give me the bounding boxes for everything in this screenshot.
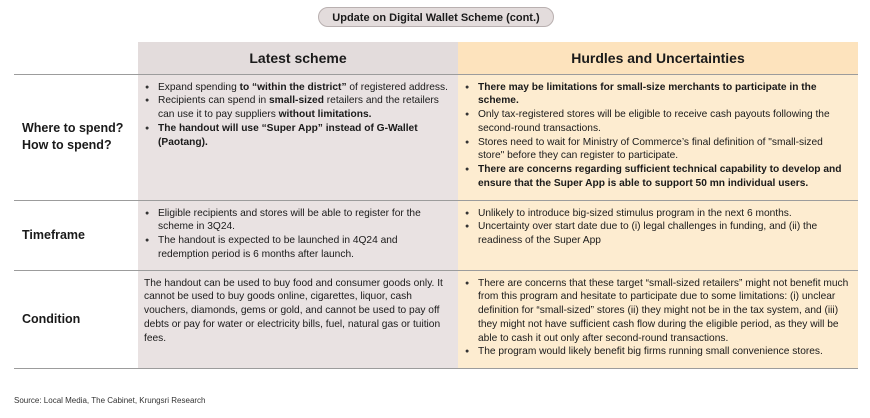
hurdle-cell-where [458, 74, 858, 200]
row-label-line: Where to spend? [22, 121, 124, 135]
row-label-timeframe: Timeframe [22, 227, 85, 242]
table-row-condition [14, 270, 858, 368]
list-item: ● Unlikely to introduce big-sized stimulus program in the next 6 months. [464, 207, 850, 221]
row-label-line: How to spend? [22, 138, 112, 152]
list-item: ● Uncertainty over start date due to (i) legal challenges in funding, and (ii) the readiness of the Super App [464, 220, 850, 248]
list-item: ● Expand spending to “within the district” of registered address. [144, 81, 450, 95]
list-item: ● The handout is expected to be launched in 4Q24 and redemption period is 6 months after launch. [144, 234, 450, 262]
header-hurdles: Hurdles and Uncertainties [458, 42, 858, 74]
list-item: ● There are concerns regarding sufficient technical capability to develop and ensure that the Super App is able to support 50 mn individual users. [464, 163, 850, 191]
list-item: ● There may be limitations for small-size merchants to participate in the scheme. [464, 81, 850, 109]
condition-text: The handout can be used to buy food and consumer goods only. It cannot be used to buy goods online, cigarettes, liquor, cash vouchers, diamonds, gems or gold, and cannot be used to pay off debts or pay for water or electricity bills, fuel, natural gas or tuition fees. [144, 277, 443, 344]
header-latest-scheme: Latest scheme [138, 42, 458, 74]
row-label-where [14, 74, 138, 200]
source-note: Source: Local Media, The Cabinet, Krungsri Research [14, 396, 206, 405]
hurdle-cell-condition [458, 270, 858, 368]
list-item: ● There are concerns that these target “small-sized retailers” might not benefit much from this program and hesitate to participate due to some limitations: (i) unclear definition for “small-sized” stores (ii) they might not be in the tax system, and (iii) they might not have sufficient cash flow during the eligible period, as they will be able to cash it out only after second-round transactions. [464, 277, 850, 346]
list-item: ● Stores need to wait for Ministry of Commerce’s final definition of "small-sized store" before they can register to participate. [464, 136, 850, 164]
header-blank-cell [14, 42, 138, 74]
latest-cell-condition [138, 270, 458, 368]
header-row [14, 42, 858, 74]
list-item: ● The program would likely benefit big firms running small convenience stores. [464, 345, 850, 359]
table-row-where [14, 74, 858, 200]
list-item: ● Eligible recipients and stores will be able to register for the scheme in 3Q24. [144, 207, 450, 235]
comparison-table [14, 42, 858, 369]
page-title: Update on Digital Wallet Scheme (cont.) [318, 7, 554, 27]
latest-cell-timeframe [138, 200, 458, 270]
row-label-condition: Condition [22, 311, 81, 326]
table-row-timeframe [14, 200, 858, 270]
hurdle-cell-timeframe [458, 200, 858, 270]
latest-cell-where [138, 74, 458, 200]
list-item: ● Recipients can spend in small-sized retailers and the retailers can use it to pay suppliers without limitations. [144, 94, 450, 122]
list-item: ● The handout will use “Super App” instead of G-Wallet (Paotang). [144, 122, 450, 150]
list-item: ● Only tax-registered stores will be eligible to receive cash payouts following the second-round transactions. [464, 108, 850, 136]
